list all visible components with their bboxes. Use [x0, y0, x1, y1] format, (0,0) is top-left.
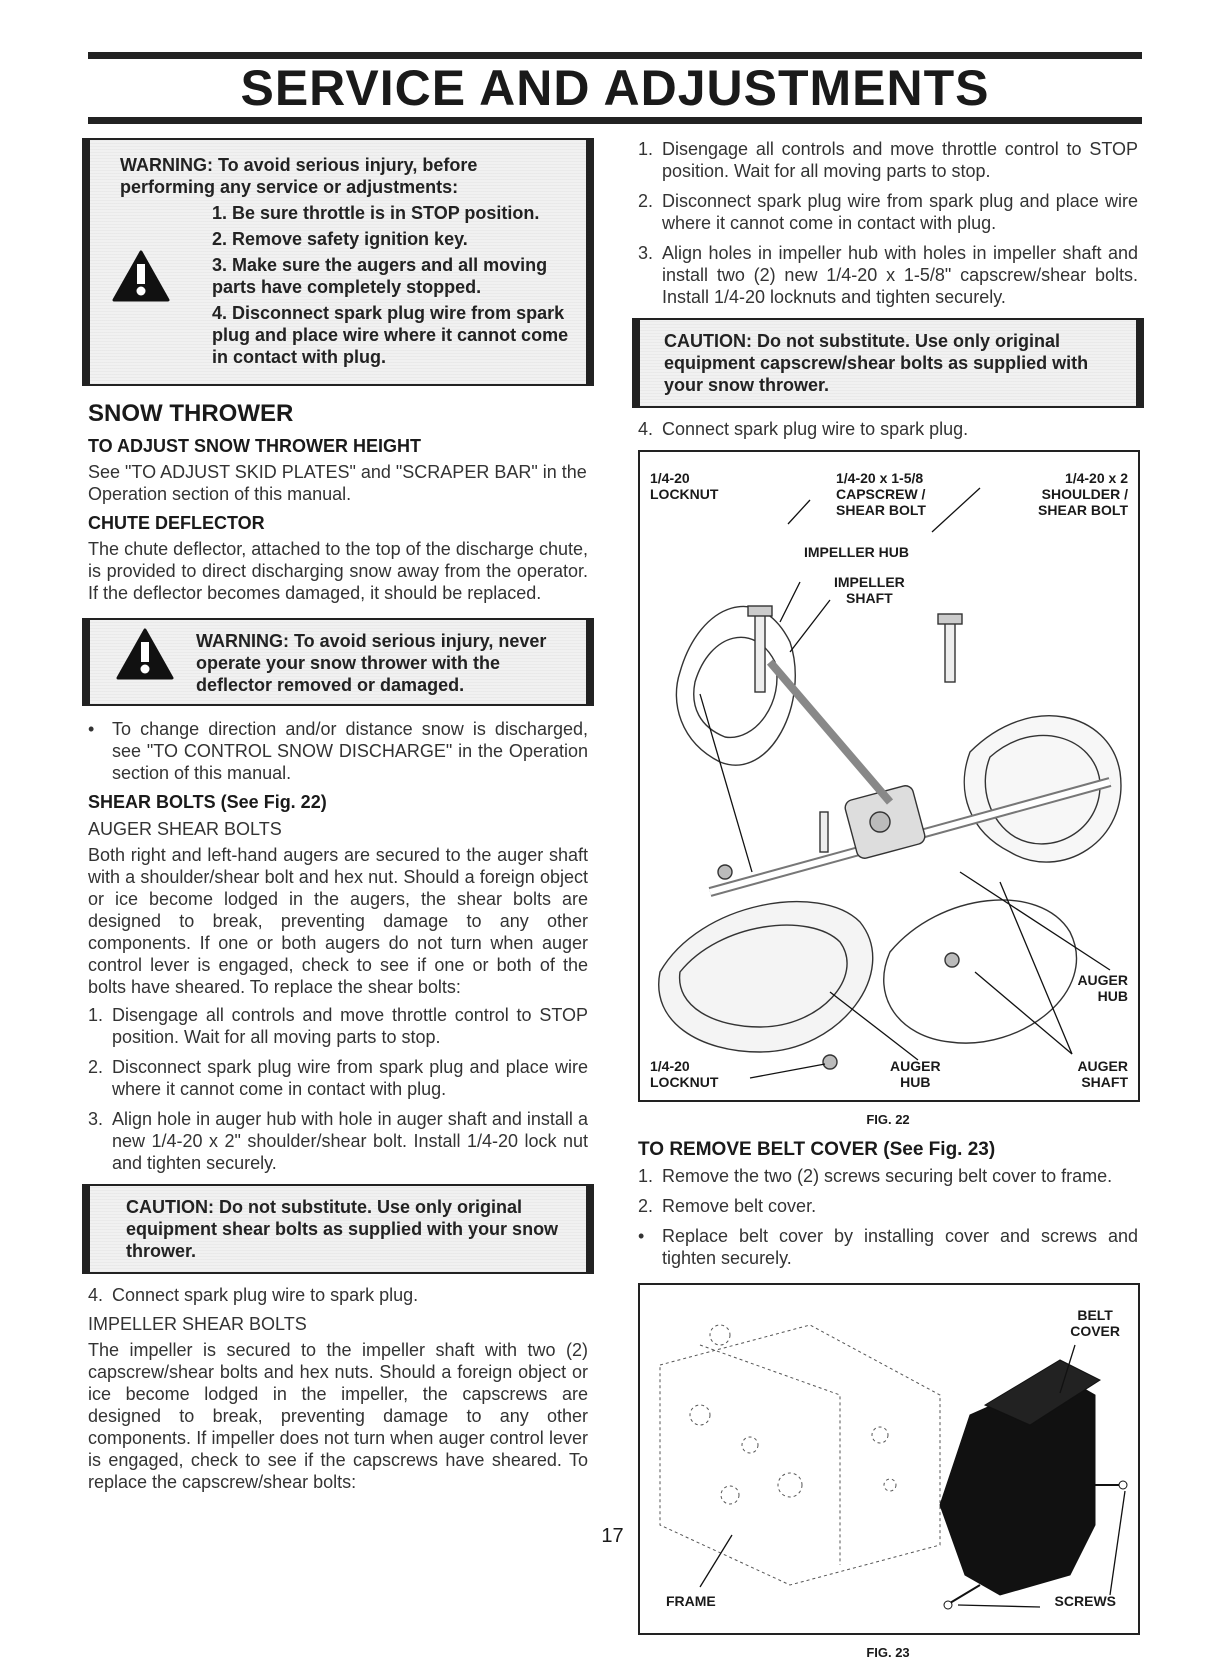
page-title: SERVICE AND ADJUSTMENTS: [240, 60, 990, 116]
warning-item: 2. Remove safety ignition key.: [212, 229, 468, 249]
paragraph: The chute deflector, attached to the top of the discharge chute, is provided to direct discharging snow away from the operator. If the deflector becomes damaged, it should be replaced.: [88, 539, 588, 603]
subsection-subheading: AUGER SHEAR BOLTS: [88, 819, 282, 839]
fig-label-shoulder-bolt: 1/4-20 x 2 SHOULDER / SHEAR BOLT: [1038, 470, 1128, 518]
fig-label-locknut-top: 1/4-20 LOCKNUT: [650, 470, 719, 502]
step-item: 2. Disconnect spark plug wire from spark plug and place wire where it cannot come in contact with plug.: [638, 191, 1138, 233]
fig-label-belt-cover: BELT COVER: [1070, 1307, 1120, 1339]
bullet-icon: •: [88, 719, 95, 739]
caution-box: [638, 318, 1138, 408]
fig-label-auger-hub-right: AUGER HUB: [1077, 972, 1128, 1004]
right-column: [638, 138, 1138, 1672]
belt-cover-illustration: [640, 1285, 1138, 1633]
step-item: 4. Connect spark plug wire to spark plug.: [88, 1285, 419, 1305]
step-item: 3. Align holes in impeller hub with holes in impeller shaft and install two (2) new 1/4-20 x 1-5/8" capscrew/shear bolts. Install 1/4-20 locknuts and tighten securely.: [638, 243, 1138, 307]
warning-triangle-icon: [116, 628, 174, 680]
bullet-text: To change direction and/or distance snow is discharged, see "TO CONTROL SNOW DISCHARGE" in the Operation section of this manual.: [112, 719, 588, 783]
fig-label-frame: FRAME: [666, 1593, 716, 1609]
paragraph: See "TO ADJUST SKID PLATES" and "SCRAPER BAR" in the Operation section of this manual.: [88, 462, 587, 504]
figure-caption: FIG. 23: [866, 1645, 910, 1660]
page-number: 17: [601, 1525, 624, 1547]
subsection-subheading: IMPELLER SHEAR BOLTS: [88, 1314, 307, 1334]
fig-label-auger-hub-bottom: AUGER HUB: [890, 1058, 941, 1090]
fig-label-auger-shaft: AUGER SHAFT: [1077, 1058, 1128, 1090]
warning-item: 3. Make sure the augers and all moving parts have completely stopped.: [212, 255, 548, 297]
subsection-heading: TO REMOVE BELT COVER (See Fig. 23): [638, 1139, 996, 1160]
warning-item: 4. Disconnect spark plug wire from spark plug and place wire where it cannot come in contact with plug.: [212, 303, 569, 367]
warning-box: [88, 138, 588, 386]
paragraph: The impeller is secured to the impeller shaft with two (2) capscrew/shear bolts and hex nuts. Should a foreign object or ice become lodged in the impeller, the capscrews are designed to break, preventing damage to any other components. If impeller does not turn when auger control lever is engaged, check to see if the capscrews have sheared. To replace the capscrew/shear bolts:: [88, 1340, 588, 1492]
warning-list: [106, 202, 572, 368]
paragraph: Both right and left-hand augers are secured to the auger shaft with a shoulder/shear bolt and hex nut. Should a foreign object or ice become lodged in the augers, the shear bolts are designed to break, preventing damage to any other components. If one or both augers do not turn when auger control lever is engaged, check to see if one or both of the bolts have sheared. To replace the shear bolts:: [88, 845, 588, 997]
bullet-item: [88, 718, 588, 784]
deflector-warning-box: [88, 618, 588, 706]
fig-label-capscrew: 1/4-20 x 1-5/8 CAPSCREW / SHEAR BOLT: [836, 470, 926, 518]
step-item: 2. Disconnect spark plug wire from spark plug and place wire where it cannot come in contact with plug.: [88, 1057, 588, 1099]
warning-heading: WARNING: To avoid serious injury, before performing any service or adjustments:: [120, 155, 478, 197]
title-rule: [88, 117, 1142, 124]
step-item: 1. Disengage all controls and move throttle control to STOP position. Wait for all moving parts to stop.: [638, 139, 1138, 181]
bullet-item: • Replace belt cover by installing cover and screws and tighten securely.: [638, 1226, 1138, 1268]
step-item: 1. Remove the two (2) screws securing belt cover to frame.: [638, 1166, 1113, 1186]
left-column: [88, 138, 588, 1499]
caution-box: [88, 1184, 588, 1274]
step-item: 3. Align hole in auger hub with hole in auger shaft and install a new 1/4-20 x 2" shoulder/shear bolt. Install 1/4-20 lock nut and tighten securely.: [88, 1109, 588, 1173]
fig-label-impeller-hub: IMPELLER HUB: [804, 544, 909, 560]
subsection-heading: TO ADJUST SNOW THROWER HEIGHT: [88, 436, 421, 456]
figure-22: [638, 450, 1140, 1102]
figure-caption: FIG. 22: [866, 1112, 910, 1127]
figure-23: [638, 1283, 1140, 1635]
warning-item: 1. Be sure throttle is in STOP position.: [212, 203, 540, 223]
fig-label-screws: SCREWS: [1054, 1593, 1116, 1609]
subsection-heading: SHEAR BOLTS (See Fig. 22): [88, 792, 327, 812]
subsection-heading: CHUTE DEFLECTOR: [88, 513, 265, 533]
step-item: 4. Connect spark plug wire to spark plug.: [638, 419, 969, 439]
deflector-warning-text: WARNING: To avoid serious injury, never operate your snow thrower with the deflector removed or damaged.: [196, 631, 547, 695]
section-heading: SNOW THROWER: [88, 400, 294, 427]
step-item: 2. Remove belt cover.: [638, 1196, 817, 1216]
caution-text: CAUTION: Do not substitute. Use only original equipment shear bolts as supplied with your snow thrower.: [126, 1197, 559, 1261]
fig-label-locknut-bottom: 1/4-20 LOCKNUT: [650, 1058, 719, 1090]
caution-text: CAUTION: Do not substitute. Use only original equipment capscrew/shear bolts as supplied with your snow thrower.: [664, 331, 1089, 395]
fig-label-impeller-shaft: IMPELLER SHAFT: [834, 574, 905, 606]
step-item: 1. Disengage all controls and move throttle control to STOP position. Wait for all moving parts to stop.: [88, 1005, 588, 1047]
warning-triangle-icon: [112, 250, 170, 302]
